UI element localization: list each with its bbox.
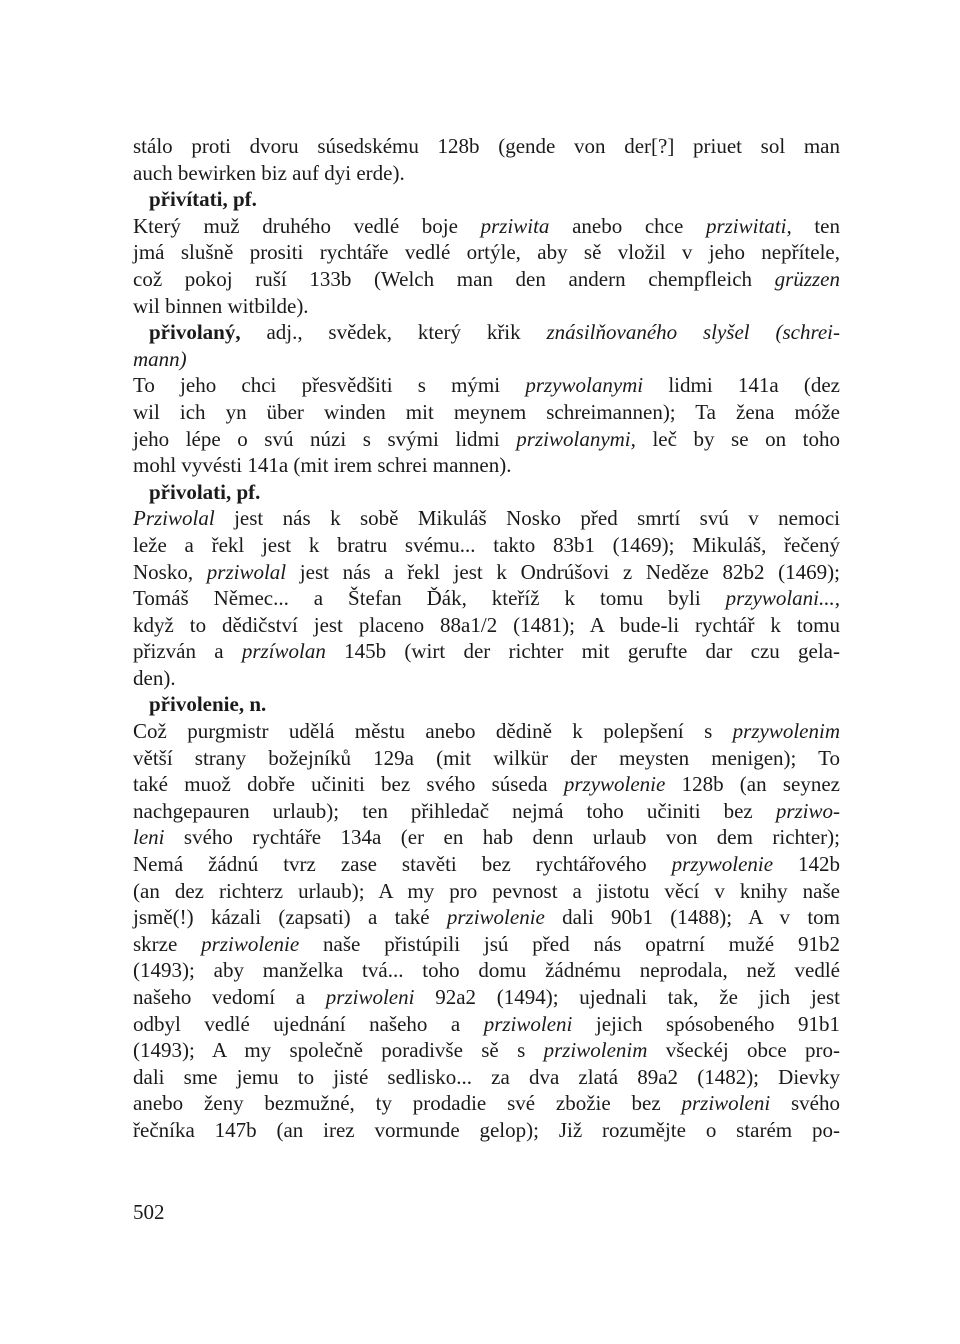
- text-line: [133, 1090, 840, 1117]
- italic-term: leni: [133, 825, 165, 850]
- text-line: [133, 346, 840, 373]
- headword: přivítati, pf.: [149, 187, 257, 212]
- text-run: wil ich yn über winden mit meynem schreimannen); Ta žena móže: [133, 399, 840, 424]
- italic-term: przywolani...,: [725, 586, 840, 611]
- text-run: To jeho chci přesvědšiti s mými: [133, 373, 526, 398]
- entry-headline: [133, 319, 840, 346]
- text-run: svého rychtáře 134a (er en hab denn urlaub von dem richter);: [164, 825, 840, 850]
- text-line: [133, 904, 840, 931]
- text-line: [133, 293, 840, 320]
- italic-term: prziwolenim: [543, 1038, 648, 1063]
- italic-term: prziwolal: [206, 559, 287, 584]
- text-run: také muož dobře učiniti bez svého súseda: [133, 772, 564, 797]
- italic-term: prziwolenie: [446, 905, 545, 930]
- italic-term: prziwolenie: [201, 931, 300, 956]
- text-line: [133, 1037, 840, 1064]
- text-run: řečníka 147b (an irez vormunde gelop); Již rozumějte o starém po-: [133, 1117, 840, 1142]
- text-run: Který muž druhého vedlé boje: [133, 213, 481, 238]
- italic-term: prziwoleni: [483, 1011, 573, 1036]
- text-run: našeho vedomí a: [133, 985, 326, 1009]
- text-run: jest nás k sobě Mikuláš Nosko před smrtí svú v nemoci: [214, 506, 840, 531]
- text-run: mohl vyvésti 141a (mit irem schrei mannen).: [133, 453, 512, 478]
- headword: přivolenie, n.: [149, 692, 267, 717]
- text-run: nachgepauren urlaub); ten přihledač nejmá toho učiniti bez: [133, 798, 776, 823]
- text-run: Nemá žádnú tvrz zase stavěti bez rychtářového: [133, 852, 672, 877]
- text-run: svého: [770, 1091, 840, 1116]
- text-run: 92a2 (1494); ujednali tak, že jich jest: [414, 985, 840, 1009]
- text-line: [133, 957, 840, 984]
- text-line: [133, 612, 840, 639]
- text-run: leč by se on toho: [635, 426, 840, 451]
- text-run: přizván a: [133, 639, 242, 664]
- text-run: odbyl vedlé ujednání našeho a: [133, 1011, 484, 1036]
- page-number: 502: [133, 1200, 165, 1224]
- text-run: anebo ženy bezmužné, ty prodadie své zbožie bez: [133, 1091, 682, 1116]
- italic-term: prziwolanymi,: [516, 426, 636, 451]
- italic-term: grüzzen: [774, 266, 840, 291]
- text-line: [133, 532, 840, 559]
- text-line: [133, 239, 840, 266]
- text-run: auch bewirken biz auf dyi erde).: [133, 160, 405, 185]
- text-line: [133, 984, 840, 1011]
- italic-term: prziwoleni: [681, 1091, 771, 1116]
- text-run: Což purgmistr udělá městu anebo dědině k polepšení s: [133, 719, 733, 744]
- text-run: všeckéj obce pro-: [647, 1038, 840, 1063]
- text-run: 142b: [773, 852, 841, 877]
- text-run: wil binnen witbilde).: [133, 293, 309, 318]
- text-run: jsmě(!) kázali (zapsati) a také: [133, 905, 447, 930]
- italic-term: przíwolan: [241, 639, 326, 664]
- text-line: [133, 798, 840, 825]
- text-run: adj., svědek, který křik: [240, 320, 547, 345]
- text-line: [133, 426, 840, 453]
- text-run: jeho lépe o svú núzi s svými lidmi: [133, 426, 517, 451]
- text-run: ten: [791, 213, 841, 238]
- italic-term: prziwoleni: [325, 985, 415, 1009]
- text-run: větší strany božejníků 129a (mit wilkür der meysten menigen); To: [133, 745, 840, 770]
- text-line: [133, 638, 840, 665]
- entry-headline: [133, 691, 840, 718]
- text-run: jejich spósobeného 91b1: [572, 1011, 840, 1036]
- text-line: [133, 771, 840, 798]
- text-line: [133, 878, 840, 905]
- text-run: dali 90b1 (1488); A v tom: [544, 905, 840, 930]
- text-run: naše přistúpili jsú před nás opatrní mužé 91b2: [299, 931, 840, 956]
- entry-headline: [133, 186, 840, 213]
- text-line: [133, 585, 840, 612]
- text-run: den).: [133, 665, 176, 690]
- text-line: [133, 266, 840, 293]
- italic-term: przywolenie: [563, 772, 666, 797]
- text-run: 145b (wirt der richter mit gerufte dar czu gela-: [325, 639, 840, 664]
- text-run: (1493); A my společně poradivše sě s: [133, 1038, 544, 1063]
- text-line: [133, 1011, 840, 1038]
- text-line: [133, 133, 840, 160]
- text-run: Tomáš Němec... a Štefan Ďák, kteříž k tomu byli: [133, 586, 726, 611]
- headword: přivolati, pf.: [149, 479, 261, 504]
- text-run: jmá slušně prositi rychtáře vedlé ortýle, aby sě vložil v jeho nepřítele,: [133, 240, 840, 265]
- italic-term: prziwita: [480, 213, 550, 238]
- italic-term: przywolenim: [732, 719, 840, 744]
- text-run: když to dědičství jest placeno 88a1/2 (1481); A bude-li rychtář k tomu: [133, 612, 840, 637]
- text-line: [133, 824, 840, 851]
- text-run: Nosko,: [133, 559, 207, 584]
- text-line: [133, 851, 840, 878]
- text-line: [133, 160, 840, 187]
- text-line: [133, 745, 840, 772]
- text-line: [133, 452, 840, 479]
- text-run: což pokoj ruší 133b (Welch man den andern chempfleich: [133, 266, 775, 291]
- italic-term: znásilňovaného slyšel (schrei-: [546, 320, 840, 345]
- italic-term: przywolenie: [671, 852, 774, 877]
- text-run: 128b (an seynez: [665, 772, 840, 797]
- headword: přivolaný,: [149, 320, 241, 345]
- text-run: skrze: [133, 931, 202, 956]
- italic-term: przywolanymi: [525, 373, 644, 398]
- text-line: [133, 505, 840, 532]
- text-run: lidmi 141a (dez: [643, 373, 841, 398]
- text-run: stálo proti dvoru súsedskému 128b (gende von der[?] priuet sol man: [133, 134, 840, 158]
- text-line: [133, 559, 840, 586]
- text-run: jest nás a řekl jest k Ondrúšovi z Neděze 82b2 (1469);: [286, 559, 841, 584]
- italic-term: prziwo-: [775, 798, 840, 823]
- text-line: [133, 665, 840, 692]
- text-run: (1493); aby manželka tvá... toho domu žádnému neprodala, než vedlé: [133, 958, 840, 983]
- text-line: [133, 213, 840, 240]
- italic-term: prziwitati,: [705, 213, 792, 238]
- text-line: [133, 399, 840, 426]
- text-line: [133, 718, 840, 745]
- entry-column: [133, 133, 840, 1144]
- text-run: anebo chce: [549, 213, 706, 238]
- text-line: [133, 1064, 840, 1091]
- entry-headline: [133, 479, 840, 506]
- text-run: (an dez richterz urlaub); A my pro pevnost a jistotu věcí v knihy naše: [133, 878, 840, 903]
- text-line: [133, 1117, 840, 1144]
- italic-term: mann): [133, 346, 187, 371]
- text-line: [133, 931, 840, 958]
- text-run: leže a řekl jest k bratru svému... takto 83b1 (1469); Mikuláš, řečený: [133, 532, 840, 557]
- italic-term: Prziwolal: [133, 506, 215, 531]
- text-run: dali sme jemu to jisté sedlisko... za dva zlatá 89a2 (1482); Dievky: [133, 1064, 840, 1089]
- text-line: [133, 372, 840, 399]
